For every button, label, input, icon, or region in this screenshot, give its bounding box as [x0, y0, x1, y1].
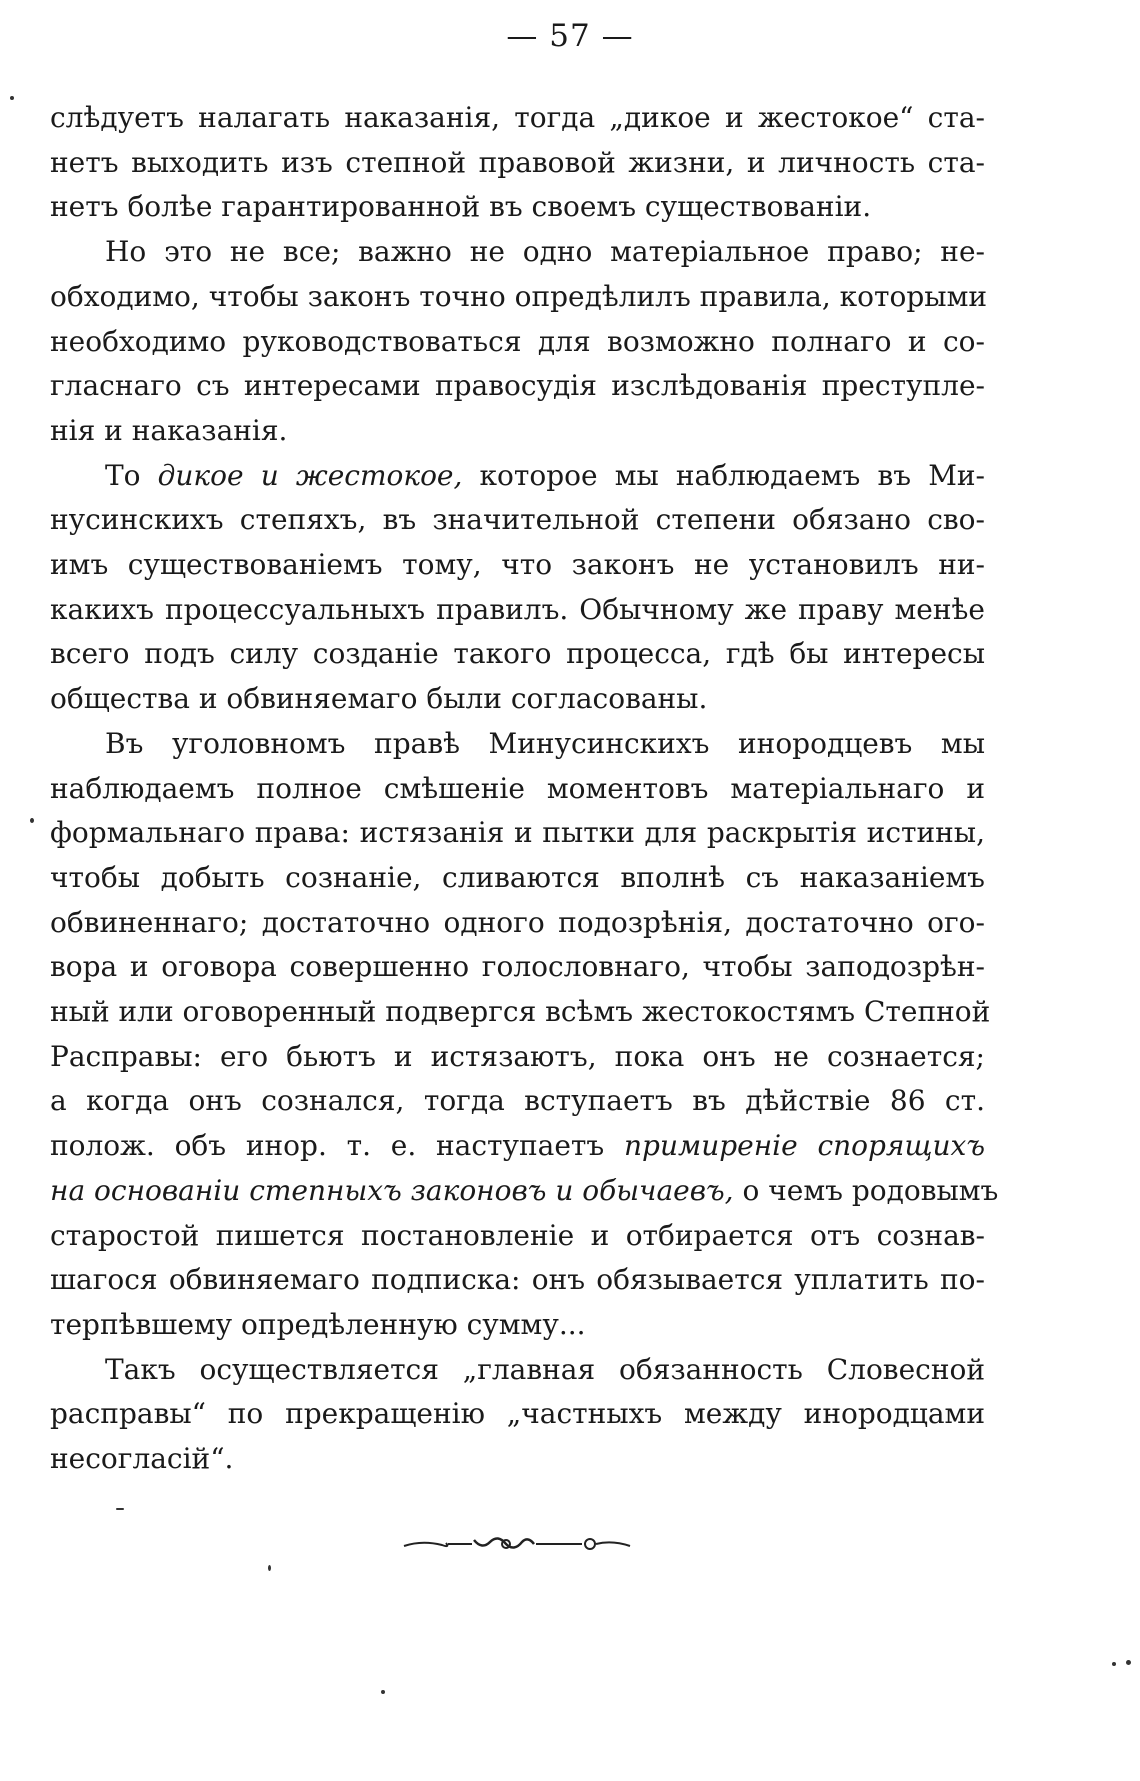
text-line: нія и наказанія.: [50, 413, 288, 447]
print-speck: [381, 1690, 385, 1694]
text-segment: которое мы наблюдаемъ въ Ми-: [462, 458, 985, 492]
page-number: — 57 —: [506, 18, 634, 54]
paragraph-1: [50, 96, 985, 230]
text-line: наблюдаемъ полное смѣшеніе моментовъ матеріальнаго и: [50, 771, 985, 805]
text-line: слѣдуетъ налагать наказанія, тогда „дикое и жестокое“ ста-: [50, 101, 985, 134]
italic-phrase: дикое и жестокое,: [157, 458, 463, 492]
text-line: нетъ выходить изъ степной правовой жизни, и личность ста-: [50, 145, 985, 179]
tailpiece-ornament-icon: [402, 1530, 632, 1558]
text-line: чтобы добыть сознаніе, сливаются вполнѣ съ наказаніемъ: [50, 860, 985, 894]
page-body: [50, 96, 999, 1482]
text-segment: о чемъ родовымъ: [733, 1173, 999, 1207]
text-line: вора и оговора совершенно голословнаго, чтобы заподозрѣн-: [50, 950, 985, 984]
text-line: нусинскихъ степяхъ, въ значительной степени обязано сво-: [50, 503, 985, 537]
text-line: шагося обвиняемаго подписка: онъ обязывается уплатить по-: [50, 1263, 985, 1297]
text-line: старостой пишется постановленіе и отбирается отъ сознав-: [50, 1218, 985, 1252]
text-line: какихъ процессуальныхъ правилъ. Обычному же праву менѣе: [50, 592, 985, 626]
print-speck: [116, 1508, 124, 1510]
print-speck: [30, 818, 34, 823]
italic-phrase: на основаніи степныхъ законовъ и обычаевъ,: [50, 1173, 734, 1207]
text-line: формальнаго права: истязанія и пытки для раскрытія истины,: [50, 816, 985, 850]
paragraph-4: [50, 722, 999, 1348]
text-line: Такъ осуществляется „главная обязанность Словесной: [105, 1352, 985, 1386]
text-line: несогласій“.: [50, 1442, 234, 1476]
text-line: а когда онъ сознался, тогда вступаетъ въ дѣйствіе 86 ст.: [50, 1084, 985, 1118]
text-line: имъ существованіемъ тому, что законъ не установилъ ни-: [50, 548, 985, 582]
text-line: терпѣвшему опредѣленную сумму...: [50, 1307, 586, 1341]
text-line: нетъ болѣе гарантированной въ своемъ существованіи.: [50, 190, 872, 224]
paragraph-5: [50, 1348, 985, 1482]
text-line: Въ уголовномъ правѣ Минусинскихъ инородцевъ мы: [105, 726, 985, 760]
print-speck: [10, 96, 14, 100]
text-line: необходимо руководствоваться для возможно полнаго и со-: [50, 324, 985, 358]
print-speck: [268, 1565, 271, 1571]
text-segment: полож. объ инор. т. е. наступаетъ: [50, 1129, 624, 1163]
text-line: Расправы: его бьютъ и истязаютъ, пока онъ не сознается;: [50, 1039, 985, 1073]
paragraph-2: [50, 230, 988, 454]
print-speck: [1112, 1662, 1116, 1666]
text-line: ный или оговоренный подвергся всѣмъ жестокостямъ Степной: [50, 995, 991, 1029]
paragraph-3: [50, 454, 985, 722]
text-line: расправы“ по прекращенію „частныхъ между инородцами: [50, 1397, 985, 1431]
text-line: общества и обвиняемаго были согласованы.: [50, 682, 708, 716]
italic-phrase: примиреніе спорящихъ: [623, 1129, 985, 1163]
text-segment: То: [105, 458, 158, 492]
print-speck: [1126, 1660, 1131, 1665]
text-line: [50, 1124, 985, 1169]
text-line: [50, 454, 985, 499]
text-line: гласнаго съ интересами правосудія изслѣдованія преступле-: [50, 369, 985, 403]
text-line: обвиненнаго; достаточно одного подозрѣнія, достаточно ого-: [50, 905, 985, 939]
text-line: всего подъ силу созданіе такого процесса, гдѣ бы интересы: [50, 637, 985, 671]
text-line: Но это не все; важно не одно матеріальное право; не-: [105, 235, 985, 269]
text-line: [50, 1169, 999, 1214]
text-line: обходимо, чтобы законъ точно опредѣлилъ правила, которыми: [50, 279, 988, 313]
